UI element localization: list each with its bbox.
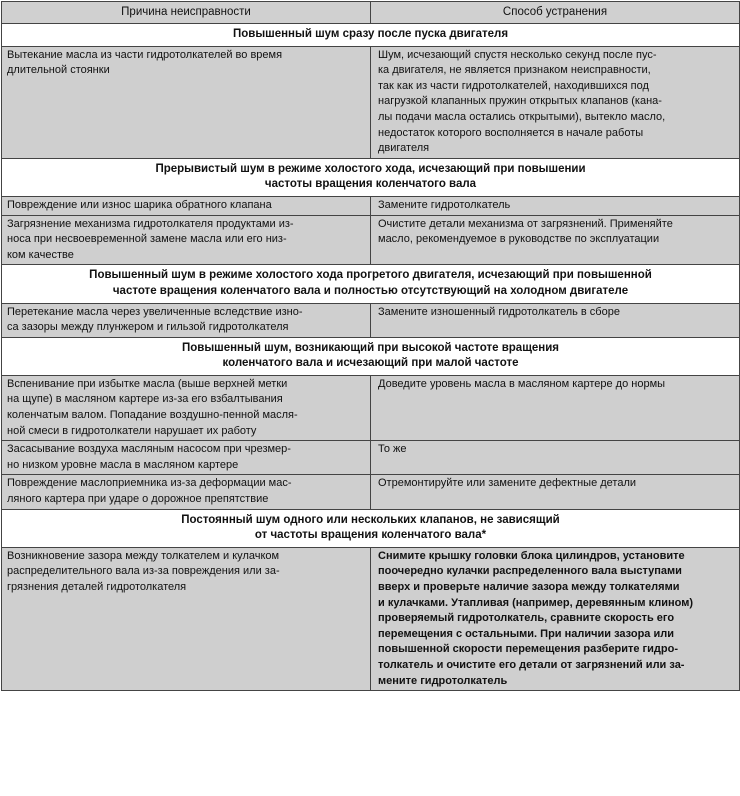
fix-line: Шум, исчезающий спустя несколько секунд после пус- [378,48,657,61]
cause-line: Загрязнение механизма гидротолкателя продуктами из- [7,217,294,230]
header-cause: Причина неисправности [2,2,371,24]
cause-line: Засасывание воздуха масляным насосом при чрезмер- [7,443,291,456]
table-row [2,375,740,440]
cause-line: Возникновение зазора между толкателем и кулачком [7,549,280,562]
cause-cell [2,215,371,265]
fix-cell [371,215,740,265]
fix-line: мените гидротолкатель [378,674,508,687]
section-title-row [2,265,740,303]
section-title-row [2,509,740,547]
section-title [2,24,740,47]
cause-line: ком качестве [7,248,74,261]
fix-line: поочередно кулачки распределенного вала выступами [378,565,682,578]
cause-cell [2,475,371,509]
table-row [2,46,740,158]
fix-line: двигателя [378,142,430,155]
table-row [2,441,740,475]
cause-line: Повреждение или износ шарика обратного клапана [7,198,272,211]
cause-cell [2,46,371,158]
section-title-row [2,158,740,196]
table-row [2,196,740,215]
cause-line: Перетекание масла через увеличенные вследствие изно- [7,305,303,318]
section-title-line: коленчатого вала и исчезающий при малой частоте [222,357,519,370]
cause-line: са зазоры между плунжером и гильзой гидротолкателя [7,321,289,334]
fix-line: Отремонтируйте или замените дефектные детали [378,477,637,490]
fix-line: и кулачками. Утапливая (например, деревянным клином) [378,596,693,609]
fix-line: лы подачи масла остались открытыми), вытекло масло, [378,110,666,123]
section-title [2,337,740,375]
cause-line: Повреждение маслоприемника из-за деформации мас- [7,477,292,490]
fix-line: перемещения с остальными. При наличии зазора или [378,627,674,640]
fix-line: вверх и проверьте наличие зазора между толкателями [378,581,680,593]
table-row [2,475,740,509]
fix-cell [371,196,740,215]
fix-line: Замените изношенный гидротолкатель в сборе [378,305,620,318]
cause-line: носа при несвоевременной замене масла или его низ- [7,233,287,246]
fix-line: Очистите детали механизма от загрязнений. Применяйте [378,217,673,230]
section-title-line: Прерывистый шум в режиме холостого хода, исчезающий при повышении [155,162,586,175]
section-title-line: частоте вращения коленчатого вала и полностью отсутствующий на холодном двигателе [112,284,629,297]
fix-line: Замените гидротолкатель [378,198,511,211]
fix-line: Доведите уровень масла в масляном картере до нормы [378,377,666,390]
cause-line: распределительного вала из-за повреждения или за- [7,565,280,578]
section-title-row [2,337,740,375]
fix-cell [371,441,740,475]
cause-cell [2,303,371,337]
section-title-row [2,24,740,47]
fix-cell [371,547,740,690]
section-title-line: частоты вращения коленчатого вала [264,178,477,191]
section-title [2,265,740,303]
cause-line: но низком уровне масла в масляном картере [7,458,239,471]
cause-line: грязнения деталей гидротолкателя [7,581,187,593]
cause-cell [2,375,371,440]
section-title [2,509,740,547]
section-title-line: Повышенный шум в режиме холостого хода прогретого двигателя, исчезающий при повышенной [89,269,652,282]
fix-line: ка двигателя, не является признаком неисправности, [378,64,651,77]
fix-cell [371,375,740,440]
cause-cell [2,441,371,475]
cause-line: коленчатым валом. Попадание воздушно-пенной масля- [7,409,298,422]
cause-line: ной смеси в гидротолкатели нарушает их работу [7,424,257,437]
fix-cell [371,303,740,337]
cause-line: ляного картера при ударе о дорожное препятствие [7,493,269,506]
section-title-line: Постоянный шум одного или нескольких клапанов, не зависящий [181,513,560,526]
fix-line: так как из части гидротолкателей, находившихся под [378,79,649,92]
cause-cell [2,196,371,215]
table-row [2,215,740,265]
section-title-line: Повышенный шум, возникающий при высокой частоте вращения [181,341,560,354]
section-title [2,158,740,196]
table-header-row [2,2,740,24]
troubleshooting-table [1,1,740,691]
header-fix: Способ устранения [371,2,740,24]
table-row [2,547,740,690]
cause-line: Вспенивание при избытке масла (выше верхней метки [7,377,288,390]
fix-line: нагрузкой клапанных пружин открытых клапанов (кана- [378,95,662,108]
cause-line: Вытекание масла из части гидротолкателей во время [7,48,283,61]
fix-line: проверяемый гидротолкатель, сравните скорость его [378,612,675,625]
fix-line: толкатель и очистите его детали от загрязнений или за- [378,658,685,671]
fix-cell [371,475,740,509]
section-title-line: от частоты вращения коленчатого вала* [254,529,487,542]
section-title-line: Повышенный шум сразу после пуска двигателя [232,28,509,40]
fix-line: Снимите крышку головки блока цилиндров, установите [378,549,685,562]
fix-line: масло, рекомендуемое в руководстве по эксплуатации [378,233,660,246]
table-row [2,303,740,337]
fix-cell [371,46,740,158]
fix-line: То же [378,443,407,456]
cause-cell [2,547,371,690]
fix-line: повышенной скорости перемещения разберите гидро- [378,643,678,656]
cause-line: длительной стоянки [7,64,110,77]
fix-line: недостаток которого восполняется в начале работы [378,126,644,139]
cause-line: на щупе) в масляном картере из-за его взбалтывания [7,393,283,406]
